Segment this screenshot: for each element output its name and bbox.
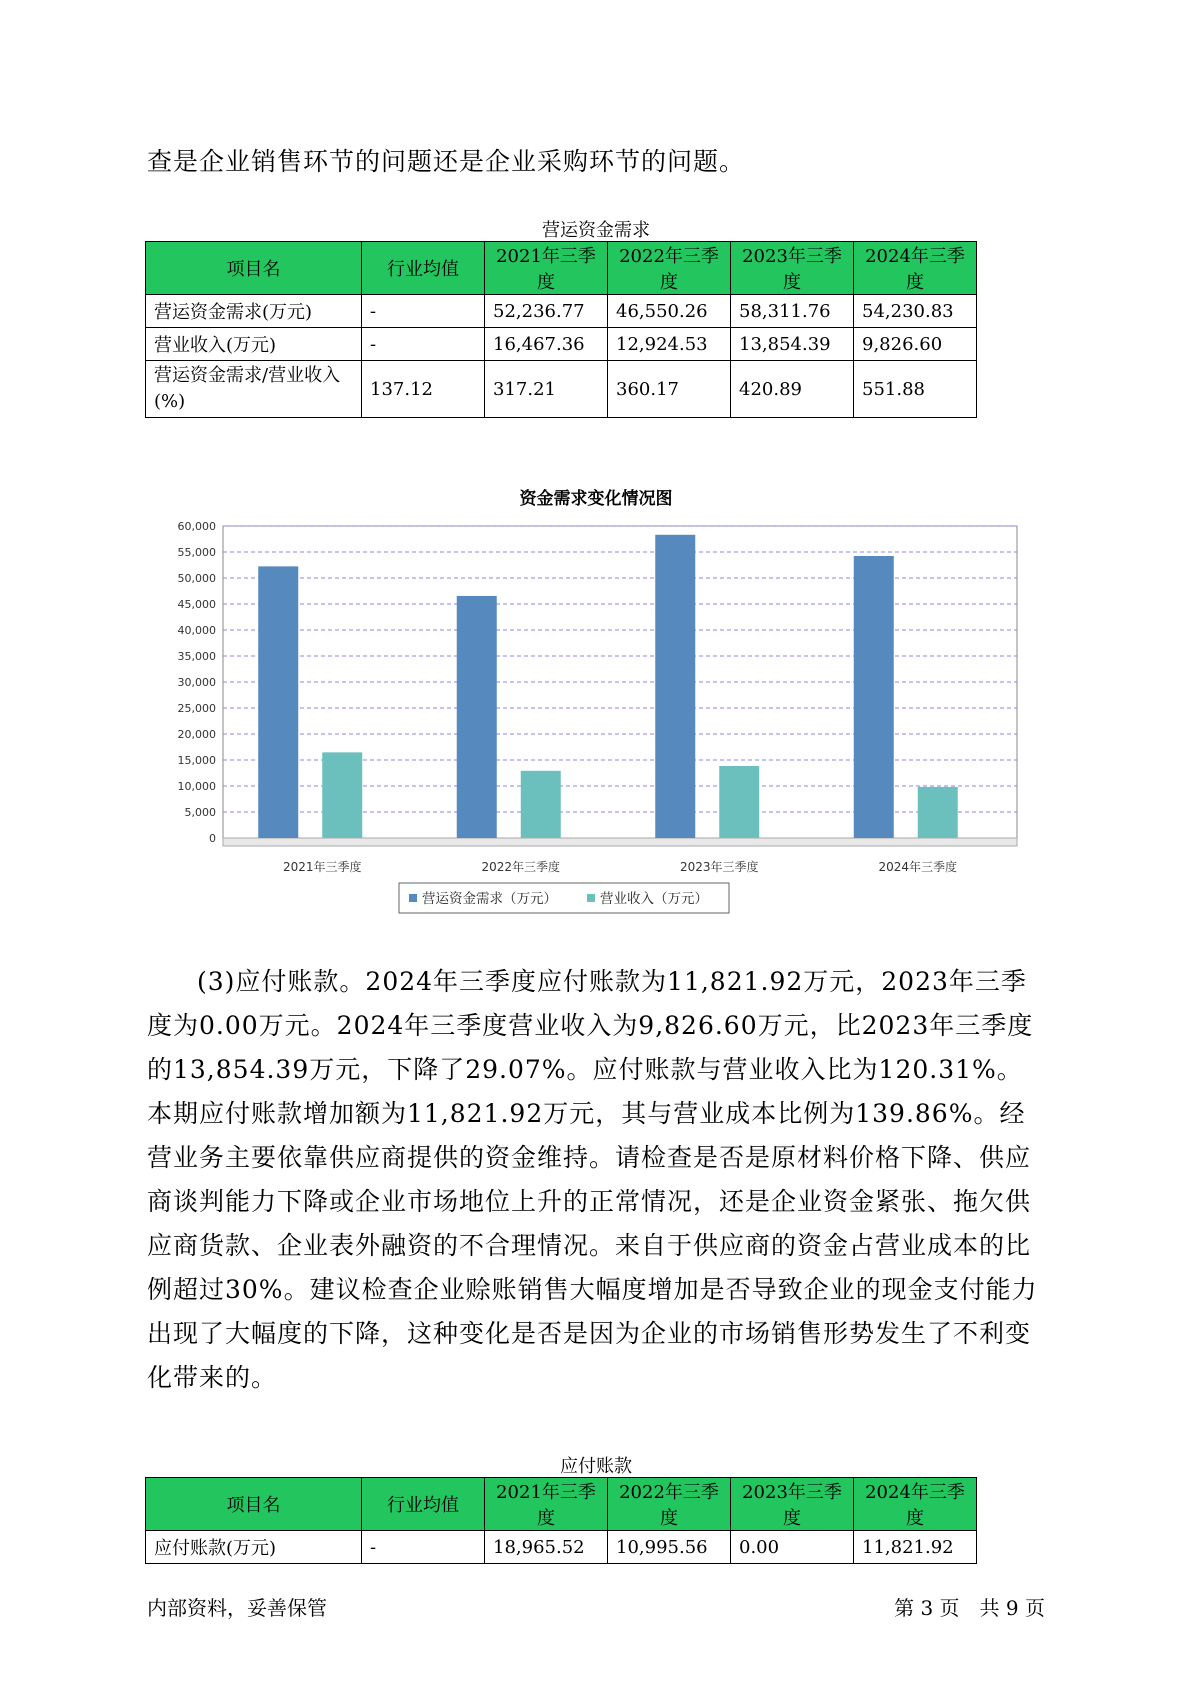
bar-working-capital bbox=[854, 556, 894, 838]
header-cell: 2021年三季度 bbox=[485, 1478, 608, 1531]
table-row bbox=[146, 295, 977, 328]
header-cell: 2023年三季度 bbox=[731, 242, 854, 295]
bar-working-capital bbox=[258, 566, 298, 838]
bar-revenue bbox=[719, 766, 759, 838]
funding-demand-chart bbox=[147, 510, 1027, 925]
header-cell: 2024年三季度 bbox=[854, 1478, 977, 1531]
chart-title: 资金需求变化情况图 bbox=[519, 489, 673, 509]
bar-working-capital bbox=[655, 535, 695, 838]
table-cell: 营业收入(万元) bbox=[146, 328, 362, 361]
x-tick-label: 2022年三季度 bbox=[481, 860, 561, 874]
y-tick-label: 0 bbox=[209, 832, 216, 845]
footer-confidential: 内部资料，妥善保管 bbox=[147, 1596, 327, 1620]
x-tick-label: 2023年三季度 bbox=[679, 860, 759, 874]
header-cell: 行业均值 bbox=[362, 242, 485, 295]
y-tick-label: 5,000 bbox=[184, 806, 216, 819]
table-cell: 11,821.92 bbox=[854, 1531, 977, 1564]
y-tick-label: 40,000 bbox=[177, 624, 216, 637]
table-cell: 12,924.53 bbox=[608, 328, 731, 361]
table-cell: - bbox=[362, 1531, 485, 1564]
table-header-row bbox=[146, 242, 977, 295]
header-cell: 行业均值 bbox=[362, 1478, 485, 1531]
intro-line: 查是企业销售环节的问题还是企业采购环节的问题。 bbox=[147, 147, 746, 176]
header-cell: 项目名 bbox=[146, 242, 362, 295]
table-row bbox=[146, 328, 977, 361]
legend-label: 营业收入（万元） bbox=[600, 891, 708, 907]
legend-label: 营运资金需求（万元） bbox=[422, 891, 557, 907]
table-row bbox=[146, 1531, 977, 1564]
header-cell: 2022年三季度 bbox=[608, 242, 731, 295]
y-tick-label: 10,000 bbox=[177, 780, 216, 793]
table-cell: 18,965.52 bbox=[485, 1531, 608, 1564]
header-cell: 2023年三季度 bbox=[731, 1478, 854, 1531]
table-cell: 营运资金需求/营业收入(%) bbox=[146, 361, 362, 418]
table-cell: 52,236.77 bbox=[485, 295, 608, 328]
table-row bbox=[146, 361, 977, 418]
table-cell: 58,311.76 bbox=[731, 295, 854, 328]
bar-revenue bbox=[918, 787, 958, 838]
paragraph-accounts-payable: (3)应付账款。2024年三季度应付账款为11,821.92万元，2023年三季度为0.00万元。2024年三季度营业收入为9,826.60万元，比2023年三季度的13,854.39万元，下降了29.07%。应付账款与营业收入比为120.31%。本期应付账款增加额为11,821.92万元，其与营业成本比例为139.86%。经营业务主要依靠供应商提供的资金维持。请检查是否是原材料价格下降、供应商谈判能力下降或企业市场地位上升的正常情况，还是企业资金紧张、拖欠供应商货款、企业表外融资的不合理情况。来自于供应商的资金占营业成本的比例超过30%。建议检查企业赊账销售大幅度增加是否导致企业的现金支付能力出现了大幅度的下降，这种变化是否是因为企业的市场销售形势发生了不利变化带来的。 bbox=[147, 967, 1038, 1392]
table-cell: 9,826.60 bbox=[854, 328, 977, 361]
table-cell: 营运资金需求(万元) bbox=[146, 295, 362, 328]
header-cell: 2021年三季度 bbox=[485, 242, 608, 295]
x-axis-band bbox=[223, 838, 1017, 846]
bar-revenue bbox=[322, 752, 362, 838]
table-cell: 应付账款(万元) bbox=[146, 1531, 362, 1564]
bar-revenue bbox=[521, 771, 561, 838]
bar-working-capital bbox=[457, 596, 497, 838]
table2-caption: 应付账款 bbox=[560, 1456, 632, 1477]
y-tick-label: 45,000 bbox=[177, 598, 216, 611]
table-cell: 420.89 bbox=[731, 361, 854, 418]
header-cell: 2024年三季度 bbox=[854, 242, 977, 295]
table-cell: 0.00 bbox=[731, 1531, 854, 1564]
y-tick-label: 60,000 bbox=[177, 520, 216, 533]
y-tick-label: 20,000 bbox=[177, 728, 216, 741]
table-cell: 360.17 bbox=[608, 361, 731, 418]
table-cell: - bbox=[362, 328, 485, 361]
table-cell: 10,995.56 bbox=[608, 1531, 731, 1564]
y-tick-label: 15,000 bbox=[177, 754, 216, 767]
table-cell: 137.12 bbox=[362, 361, 485, 418]
table-cell: 13,854.39 bbox=[731, 328, 854, 361]
y-tick-label: 30,000 bbox=[177, 676, 216, 689]
accounts-payable-table bbox=[145, 1477, 977, 1564]
table-cell: 317.21 bbox=[485, 361, 608, 418]
y-tick-label: 55,000 bbox=[177, 546, 216, 559]
table-cell: - bbox=[362, 295, 485, 328]
header-cell: 2022年三季度 bbox=[608, 1478, 731, 1531]
table-cell: 551.88 bbox=[854, 361, 977, 418]
table-cell: 46,550.26 bbox=[608, 295, 731, 328]
y-tick-label: 25,000 bbox=[177, 702, 216, 715]
footer-page-number: 第 3 页 共 9 页 bbox=[894, 1596, 1045, 1620]
table1-caption: 营运资金需求 bbox=[542, 220, 650, 241]
y-tick-label: 35,000 bbox=[177, 650, 216, 663]
legend-swatch bbox=[587, 894, 595, 902]
table-cell: 54,230.83 bbox=[854, 295, 977, 328]
working-capital-table bbox=[145, 241, 977, 418]
header-cell: 项目名 bbox=[146, 1478, 362, 1531]
legend-swatch bbox=[409, 894, 417, 902]
table-cell: 16,467.36 bbox=[485, 328, 608, 361]
table-header-row bbox=[146, 1478, 977, 1531]
x-tick-label: 2021年三季度 bbox=[282, 860, 362, 874]
x-tick-label: 2024年三季度 bbox=[878, 860, 958, 874]
y-tick-label: 50,000 bbox=[177, 572, 216, 585]
